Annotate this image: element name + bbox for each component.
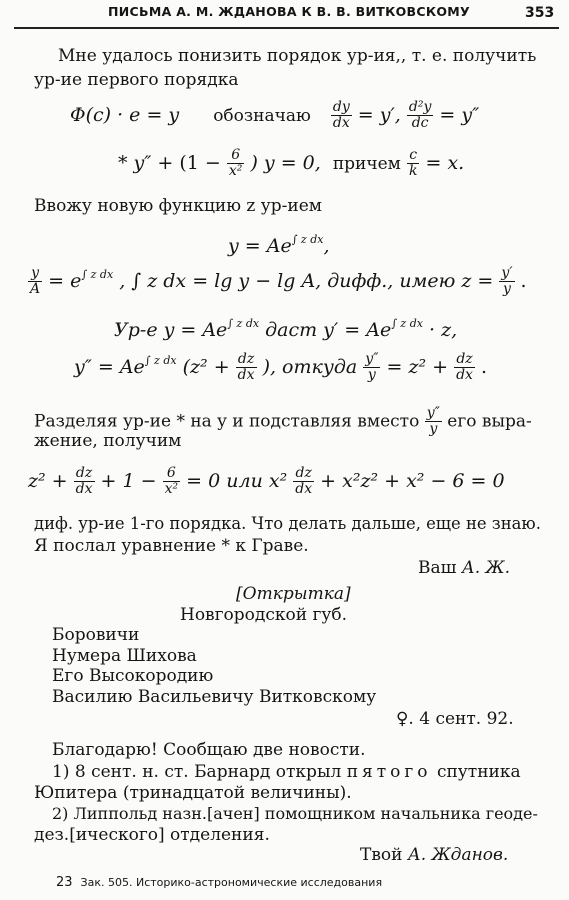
text-line: диф. ур-ие 1-го порядка. Что делать дальше, еще не знаю. bbox=[34, 514, 541, 533]
fraction: $\frac{6}{\text{x²}}$ bbox=[228, 147, 243, 180]
equation-1 bbox=[70, 100, 479, 132]
fraction: $\frac{dz}{dx}$ bbox=[456, 351, 473, 384]
fraction: $\frac{dz}{dx}$ bbox=[237, 351, 255, 384]
eq-part: = y′, bbox=[357, 103, 401, 126]
text-line: Я послал уравнение * к Граве. bbox=[34, 536, 309, 556]
signature: Ваш А. Ж. bbox=[418, 558, 511, 578]
text-line: ур-ие первого порядка bbox=[34, 70, 239, 90]
equation-6: $y'' = Ae^{\int z dx}$ (z² + $\frac{dz}{dx}$ ), откуда $\frac{y''}{y}$ = z² + $\frac{dz}{dx}$ . bbox=[74, 351, 488, 384]
address-line: Его Высокородию bbox=[52, 666, 214, 686]
eq-part: , ∫ z dx = lg y − lg A, дифф., имею z = bbox=[119, 269, 494, 292]
fraction: $\frac{y''}{y}$ bbox=[365, 351, 379, 384]
text-line: Мне удалось понизить порядок ур-ия,, т. е. получить bbox=[58, 46, 537, 66]
fraction: $\frac{dz}{dx}$ bbox=[295, 465, 313, 498]
equation-5: Ур-е $y = Ae^{\int z dx}$ даст $y' = Ae^{\int z dx} \cdot z$, bbox=[114, 317, 458, 341]
page-number: 353 bbox=[525, 5, 555, 21]
fraction: $\frac{6}{\text{x²}}$ bbox=[164, 465, 179, 498]
text-line: дез.[ического] отделения. bbox=[34, 825, 270, 845]
address-line: Василию Васильевичу Витковскому bbox=[52, 687, 377, 707]
equation-2 bbox=[118, 148, 464, 180]
address-line: Боровичи bbox=[52, 625, 140, 645]
fraction: $\frac{dy}{dx}$ bbox=[332, 99, 350, 132]
fraction: $\frac{y'}{y}$ bbox=[501, 265, 513, 298]
signature: Твой А. Жданов. bbox=[360, 845, 509, 865]
text-line: 2) Липпольд назн.[ачен] помощником начальника геоде- bbox=[52, 804, 538, 823]
eq-word: обозначаю bbox=[213, 105, 311, 126]
eq-part: * y″ + bbox=[118, 151, 174, 174]
eq-part: = x. bbox=[425, 151, 465, 174]
eq-part: Φ(c) · e = y bbox=[70, 103, 180, 126]
fraction: $\frac{y''}{y}$ bbox=[426, 405, 440, 438]
text-line: Юпитера (тринадцатой величины). bbox=[34, 783, 352, 803]
equation-4: $\frac{y}{A}$ = $e^{\int z dx}$ , ∫ z dx = lg y − lg A, дифф., имею z = $\frac{y'}{y}$ . bbox=[30, 265, 527, 298]
eq-part: (1 − bbox=[179, 151, 221, 174]
fraction: $\frac{c}{k}$ bbox=[408, 147, 418, 180]
fraction: $\frac{y}{A}$ bbox=[30, 265, 41, 298]
text-line: 1) 8 сент. н. ст. Барнард открыл пятого спутника bbox=[52, 762, 521, 782]
eq-part: ) y = 0, bbox=[250, 151, 321, 174]
fraction: $\frac{dz}{dx}$ bbox=[75, 465, 93, 498]
eq-part: = y″ bbox=[439, 103, 480, 126]
running-head: ПИСЬМА А. М. ЖДАНОВА К В. В. ВИТКОВСКОМУ bbox=[108, 4, 470, 19]
header-rule bbox=[14, 27, 559, 29]
eq-word: причем bbox=[332, 153, 401, 174]
fraction: $\frac{\text{d²y}}{dc}$ bbox=[408, 99, 432, 132]
page-footer: 23 Зак. 505. Историко-астрономические исследования bbox=[56, 875, 383, 890]
address-line: Нумера Шихова bbox=[52, 646, 197, 666]
postcard-label: [Открытка] bbox=[236, 584, 351, 604]
text-line: Ввожу новую функцию z ур-ием bbox=[34, 196, 323, 216]
equation-3: $y = Ae^{\int z dx}$, bbox=[228, 233, 330, 257]
postcard-region: Новгородской губ. bbox=[180, 605, 348, 625]
equation-7: z² + $\frac{dz}{dx}$ + 1 − $\frac{6}{\text{x²}}$ = 0 или x² $\frac{dz}{dx}$ + x²z² + x² − 6 = 0 bbox=[28, 465, 505, 498]
text-line: Благодарю! Сообщаю две новости. bbox=[52, 740, 366, 760]
postcard-date: ♀. 4 сент. 92. bbox=[396, 709, 514, 729]
text-line: Разделяя ур-ие * на y и подставляя вместо $\frac{y''}{y}$ его выра- bbox=[34, 405, 532, 438]
text-line: жение, получим bbox=[34, 431, 182, 451]
